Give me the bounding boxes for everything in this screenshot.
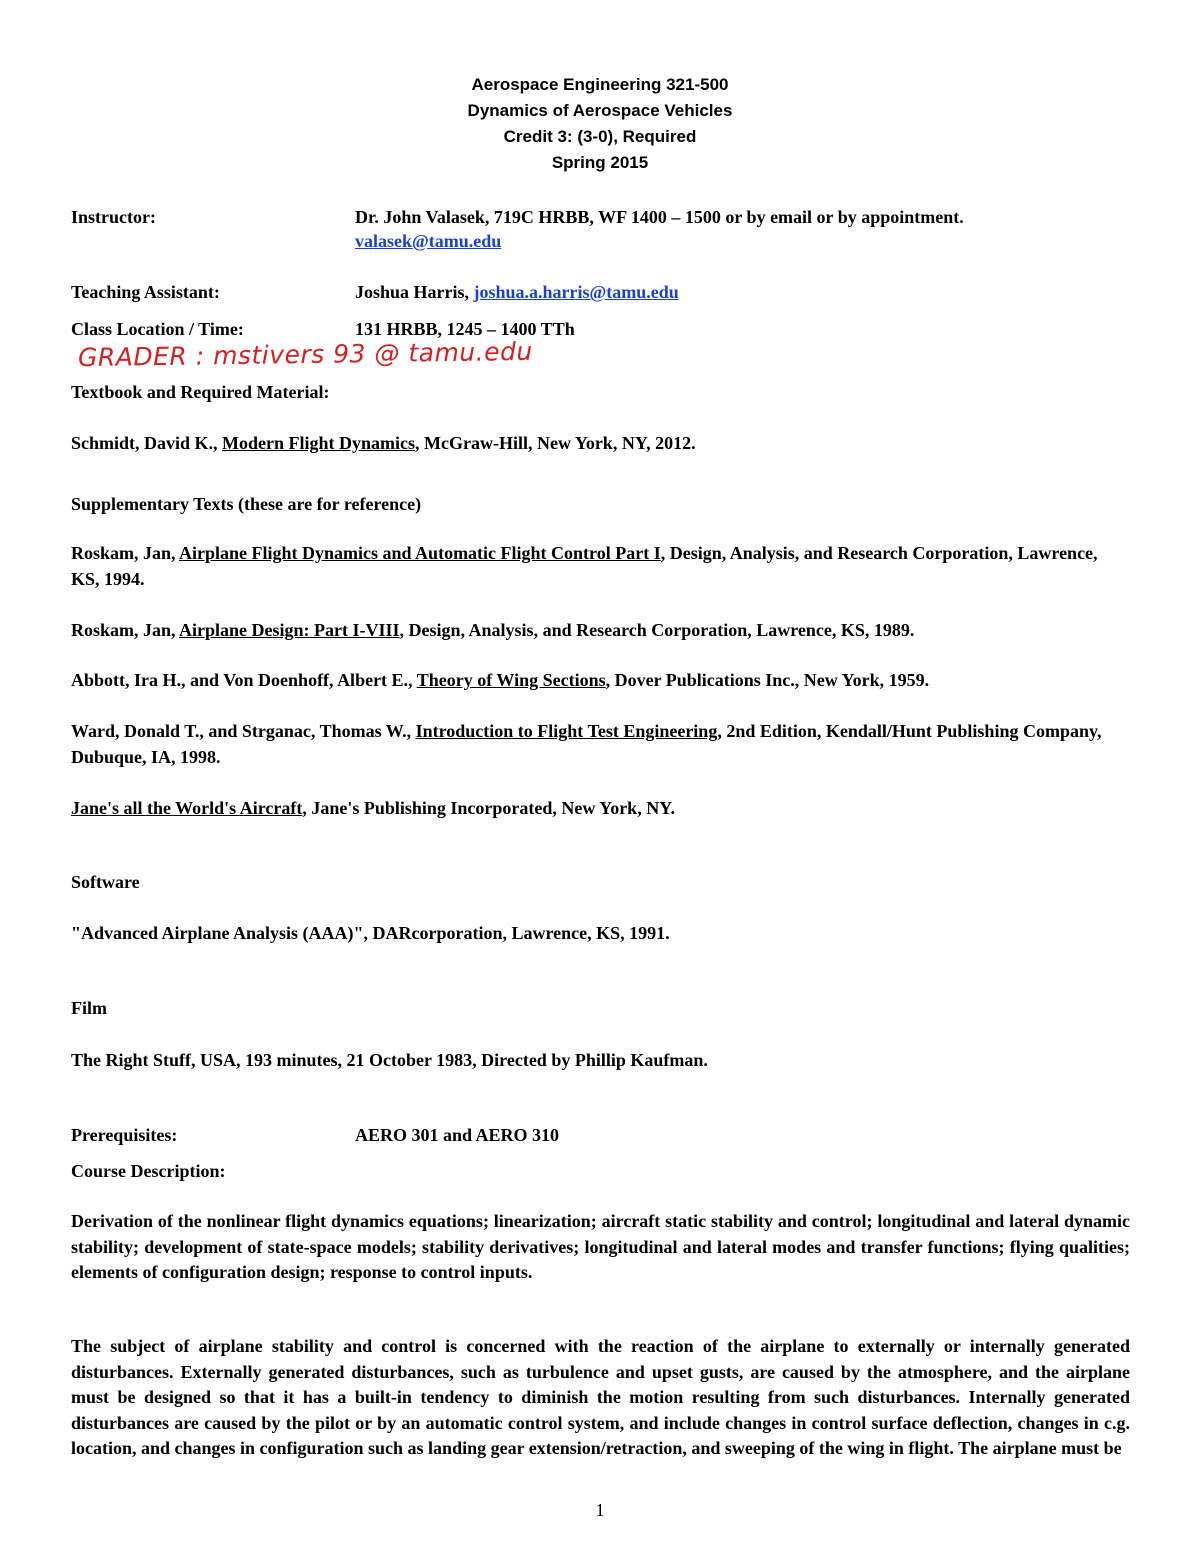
textbook-entry: Schmidt, David K., Modern Flight Dynamics, McGraw-Hill, New York, NY, 2012.	[71, 433, 696, 453]
class-location-label: Class Location / Time:	[71, 319, 244, 339]
prerequisites-value: AERO 301 and AERO 310	[355, 1125, 560, 1145]
supplementary-item-3: Abbott, Ira H., and Von Doenhoff, Albert E., Theory of Wing Sections, Dover Publications Inc., New York, 1959.	[71, 670, 930, 690]
page-number: 1	[595, 1500, 605, 1520]
course-credit: Credit 3: (3-0), Required	[503, 127, 697, 146]
course-description-paragraph-2: The subject of airplane stability and control is concerned with the reaction of the airplane to externally or internally generated disturbances. Externally generated disturbances, such as turbulence and upset gusts, are caused by the atmosphere, and the airplane must be designed so that it has a built-in tendency to diminish the motion resulting from such disturbances. Internally generated disturbances are caused by the pilot or by an automatic control system, and include changes in control surface deflection, changes in c.g. location, and changes in configuration such as landing gear extension/retraction, and sweeping of the wing in flight. The airplane must be	[71, 1336, 1130, 1458]
instructor-value: Dr. John Valasek, 719C HRBB, WF 1400 – 1500 or by email or by appointment.	[355, 207, 964, 227]
course-description-paragraph-1: Derivation of the nonlinear flight dynamics equations; linearization; aircraft static stability and control; longitudinal and lateral dynamic stability; development of state-space models; stability derivatives; longitudinal and lateral modes and transfer functions; flying qualities; elements of configuration design; response to control inputs.	[71, 1211, 1130, 1282]
film-entry: The Right Stuff, USA, 193 minutes, 21 October 1983, Directed by Phillip Kaufman.	[71, 1050, 708, 1070]
software-entry: "Advanced Airplane Analysis (AAA)", DARcorporation, Lawrence, KS, 1991.	[71, 923, 670, 943]
ta-email-link[interactable]: joshua.a.harris@tamu.edu	[473, 282, 679, 302]
software-heading: Software	[71, 872, 140, 892]
class-location-value: 131 HRBB, 1245 – 1400 TTh	[355, 319, 575, 339]
supplementary-heading: Supplementary Texts (these are for reference)	[71, 494, 422, 514]
supplementary-item-1: Roskam, Jan, Airplane Flight Dynamics and Automatic Flight Control Part I, Design, Analysis, and Research Corporation, Lawrence, KS, 1994.	[71, 543, 1098, 589]
course-subtitle: Dynamics of Aerospace Vehicles	[467, 101, 733, 120]
ta-value	[355, 281, 679, 303]
prerequisites-label: Prerequisites:	[71, 1125, 178, 1145]
instructor-label: Instructor:	[71, 207, 156, 227]
film-heading: Film	[71, 998, 107, 1018]
course-semester: Spring 2015	[551, 153, 649, 172]
ta-name: Joshua Harris,	[355, 282, 474, 302]
handwritten-grader-note: GRADER : mstivers 93 @ tamu.edu	[77, 336, 533, 373]
course-title: Aerospace Engineering 321-500	[471, 75, 729, 94]
supplementary-item-2: Roskam, Jan, Airplane Design: Part I-VIII, Design, Analysis, and Research Corporation, Lawrence, KS, 1989.	[71, 620, 915, 640]
ta-label: Teaching Assistant:	[71, 282, 220, 302]
course-description-heading: Course Description:	[71, 1161, 226, 1181]
textbook-heading: Textbook and Required Material:	[71, 382, 330, 402]
textbook-title: Modern Flight Dynamics	[222, 433, 416, 453]
instructor-email-link[interactable]: valasek@tamu.edu	[355, 231, 502, 251]
supplementary-item-4: Ward, Donald T., and Strganac, Thomas W., Introduction to Flight Test Engineering, 2nd Edition, Kendall/Hunt Publishing Company, Dubuque, IA, 1998.	[71, 721, 1102, 767]
supplementary-item-5: Jane's all the World's Aircraft, Jane's Publishing Incorporated, New York, NY.	[71, 798, 676, 818]
